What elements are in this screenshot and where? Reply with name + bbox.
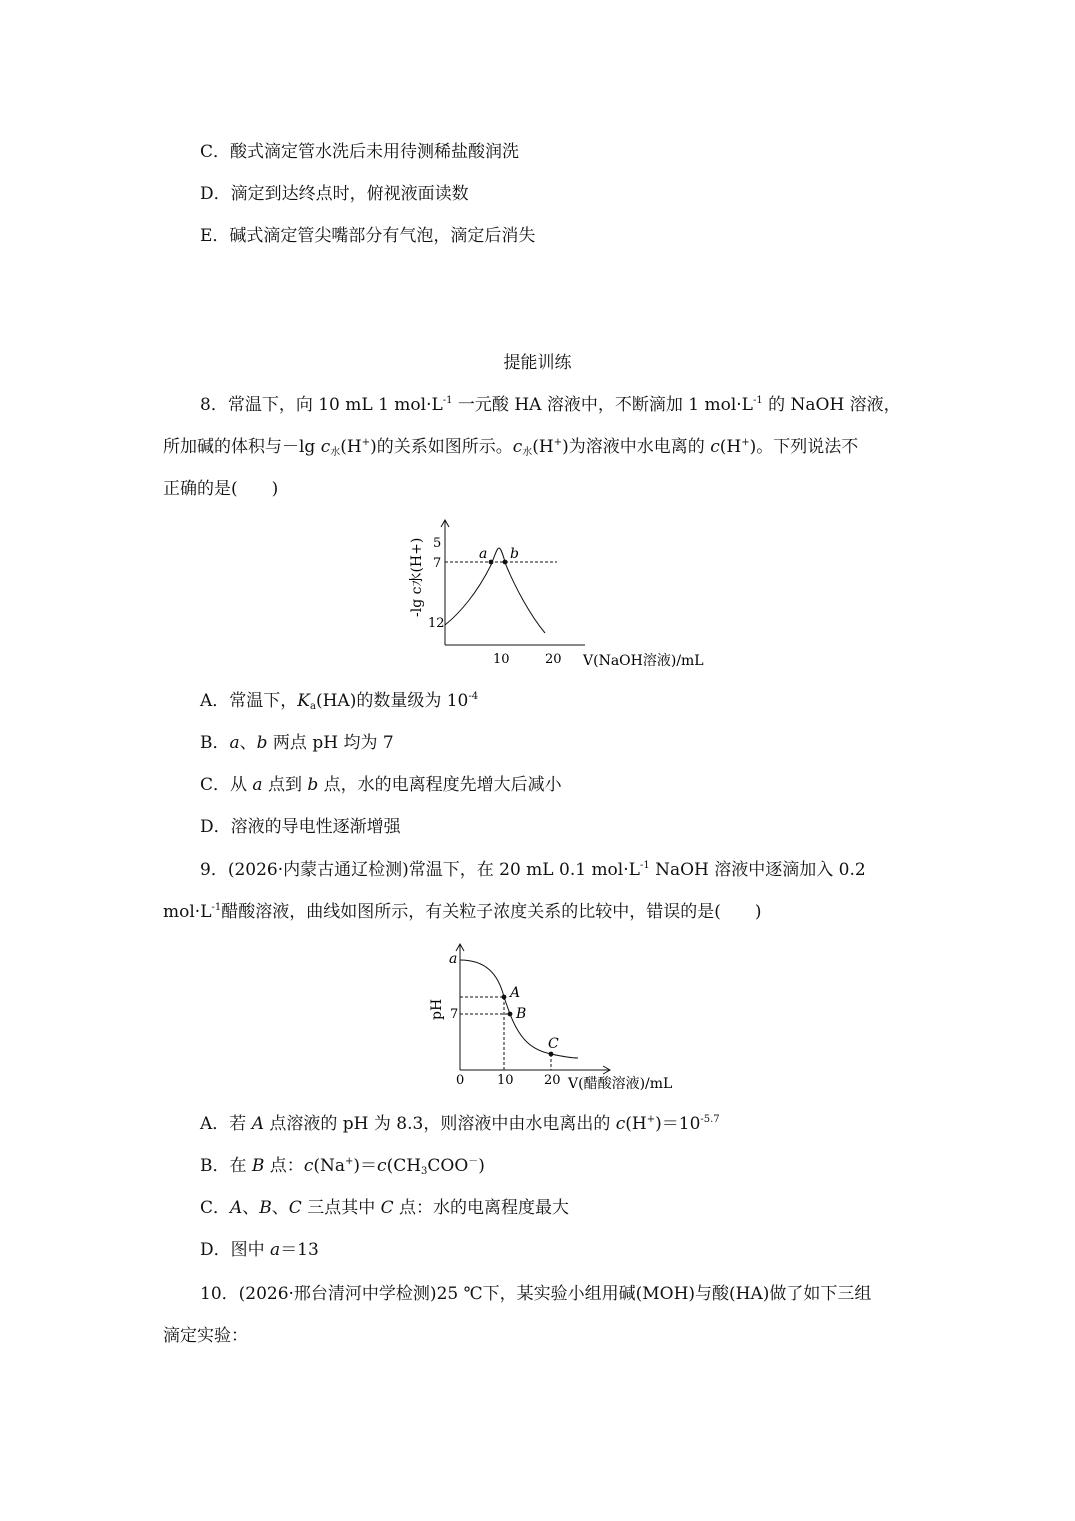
option-d: D．滴定到达终点时，俯视液面读数 <box>200 184 469 204</box>
point-b <box>503 560 508 565</box>
ytick-12: 12 <box>428 616 445 631</box>
q8-option-a: A．常温下，$K_a(HA)$的数量级为 $10^{-4}$ <box>200 691 479 712</box>
point-a <box>489 560 494 565</box>
ytick-7: 7 <box>450 1007 459 1022</box>
label-a: a <box>479 546 488 562</box>
q8-option-d: D．溶液的导电性逐渐增强 <box>200 817 401 837</box>
y-axis-label: -lg c水(H+) <box>409 537 425 617</box>
ytick-7: 7 <box>433 556 442 571</box>
option-e: E．碱式滴定管尖嘴部分有气泡，滴定后消失 <box>200 226 536 246</box>
q9-option-b: B．在 B 点：$c(Na^+)=c(CH_3COO^-)$ <box>200 1156 485 1177</box>
q8-option-b: B．a、b 两点 pH 均为 7 <box>200 733 394 753</box>
label-b: b <box>510 546 519 562</box>
figure-q9-ph-curve <box>420 938 700 1096</box>
ytick-5: 5 <box>433 536 442 551</box>
q8-stem-line3: 正确的是( ) <box>163 479 279 499</box>
figure-q8-titration-curve <box>395 515 725 675</box>
q8-option-c: C．从 a 点到 b 点，水的电离程度先增大后减小 <box>200 775 562 795</box>
y-axis-label: pH <box>429 998 445 1020</box>
point-C <box>549 1052 554 1057</box>
xtick-10: 10 <box>493 652 510 667</box>
q9-option-d: D．图中 a＝13 <box>200 1240 319 1260</box>
x-axis-label: V(NaOH溶液)/mL <box>583 653 704 669</box>
q9-option-a: A．若 A 点溶液的 pH 为 8.3，则溶液中由水电离出的 $c(H^+)=10^{-5.7}$ <box>200 1114 720 1134</box>
xtick-10: 10 <box>497 1073 514 1088</box>
xtick-20: 20 <box>545 652 562 667</box>
section-title: 提能训练 <box>503 353 572 373</box>
option-c: C．酸式滴定管水洗后未用待测稀盐酸润洗 <box>200 142 520 162</box>
q10-stem-line2: 滴定实验： <box>163 1326 248 1346</box>
q9-stem-line1: 9．(2026·内蒙古通辽检测)常温下，在 20 mL 0.1 $mol\cdot L^{-1}$ NaOH 溶液中逐滴加入 0.2 <box>200 860 866 880</box>
x-axis-label: V(醋酸溶液)/mL <box>568 1076 673 1092</box>
q8-stem-line1: 8．常温下，向 10 mL 1 $mol\cdot L^{-1}$ 一元酸 HA 溶液中，不断滴加 1 $mol\cdot L^{-1}$ 的 NaOH 溶液， <box>200 395 901 415</box>
q9-stem-line2: $mol\cdot L^{-1}$醋酸溶液，曲线如图所示，有关粒子浓度关系的比较中，错误的是( ) <box>163 902 762 922</box>
q10-stem-line1: 10．(2026·邢台清河中学检测)25 ℃下，某实验小组用碱(MOH)与酸(HA)做了如下三组 <box>200 1284 872 1304</box>
label-A: A <box>510 985 521 1001</box>
point-B <box>508 1012 513 1017</box>
point-A <box>502 995 507 1000</box>
q8-stem-line2: 所加碱的体积与－lg $c_水(H^+)$的关系如图所示。$c_水(H^+)$为溶液中水电离的 c(H+)。下列说法不 <box>163 437 859 458</box>
label-B: B <box>516 1006 527 1022</box>
ytick-a: a <box>449 951 458 967</box>
label-C: C <box>548 1036 559 1052</box>
xtick-0: 0 <box>456 1073 465 1088</box>
q9-option-c: C．A、B、C 三点其中 C 点：水的电离程度最大 <box>200 1198 570 1218</box>
xtick-20: 20 <box>544 1073 561 1088</box>
curve <box>445 548 545 633</box>
